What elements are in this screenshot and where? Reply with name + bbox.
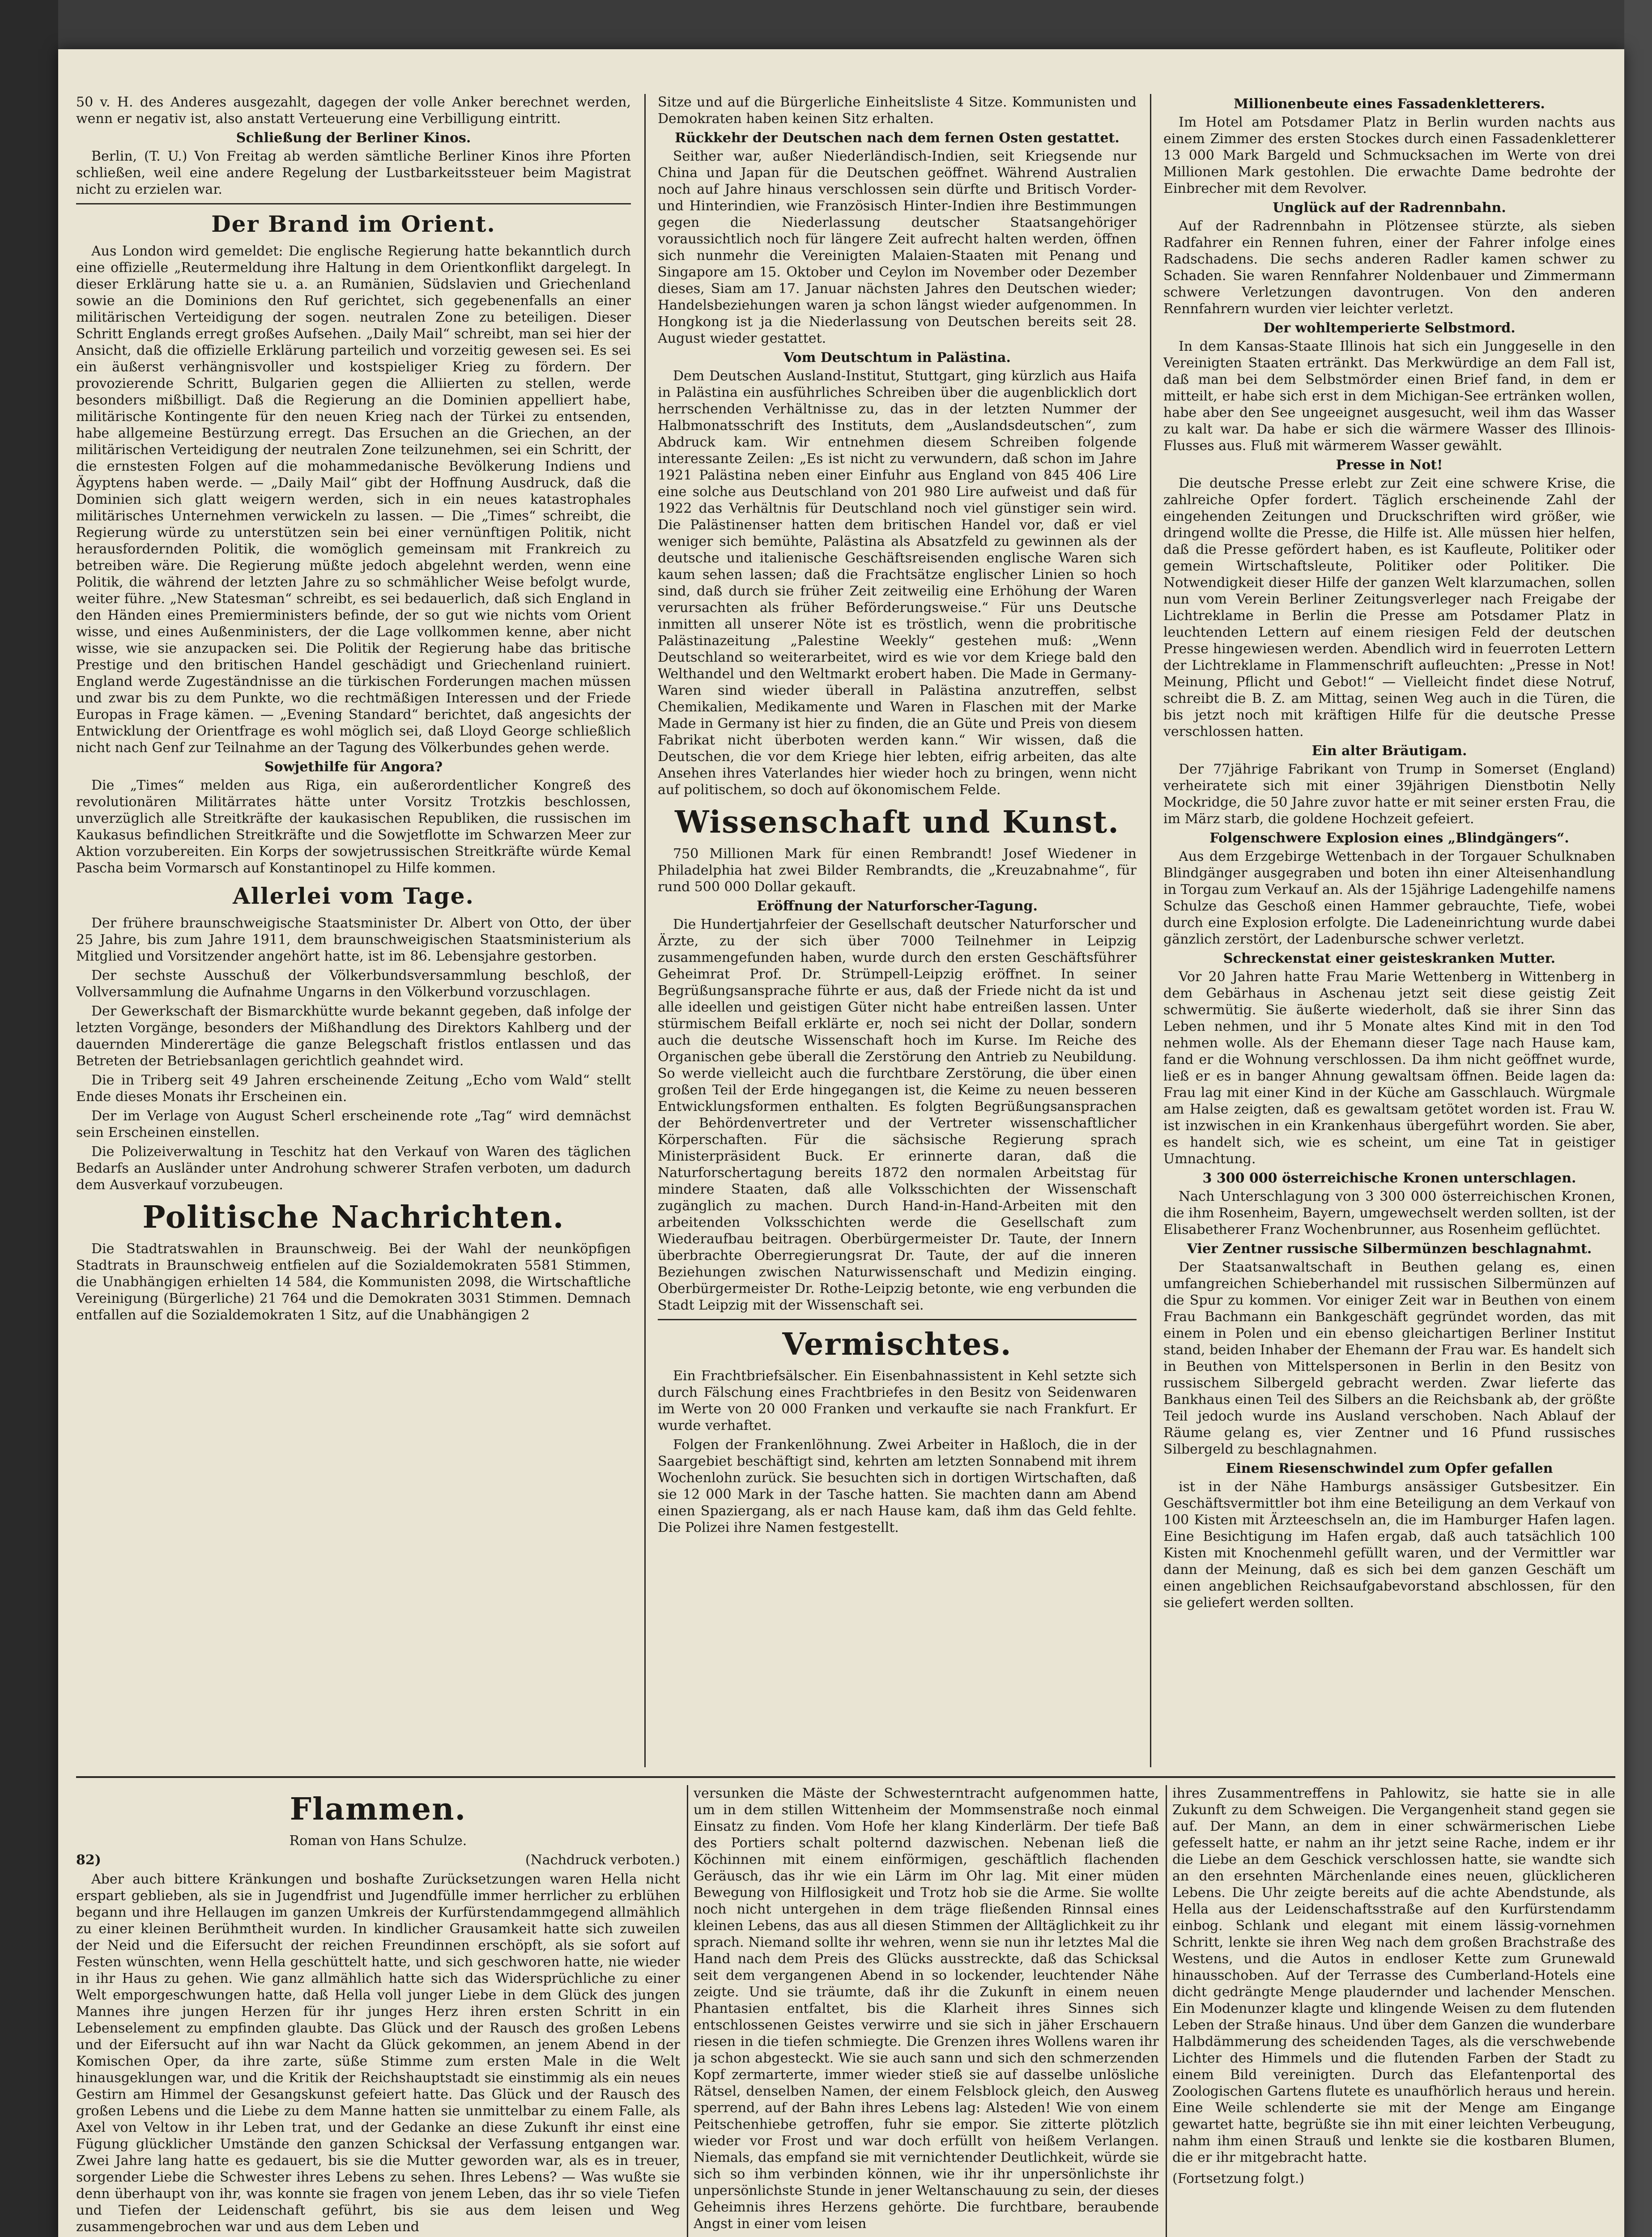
sowjet-heading: Sowjethilfe für Angora? [264, 759, 443, 775]
selbstmord-heading: Der wohltemperierte Selbstmord. [1263, 320, 1516, 336]
schwindel-article: ist in der Nähe Hamburgs ansässiger Gutsbesitzer. Ein Geschäftsvermittler bot ihm eine Beteiligung an dem Verkauf von 100 Kisten mit Ärzteeschseln an, die im Hamburger Hafen lagen. Eine Besichtigung im Hafen ergab, daß auch tatsächlich 100 Kisten mit Knochenmehl gefüllt waren, und der Vermittler war dann der Meinung, daß es sich bei dem ganzen Geschäft um einen angeblichen Reichsaufgabevorstand abschlossen, für den sie geliefert werden sollten. [1163, 1479, 1615, 1611]
allerlei-item-2: Der sechste Ausschuß der Völkerbundsversammlung beschloß, der Vollversammlung die Aufnahme Ungarns in den Völkerbund vorzuschlagen. [76, 968, 631, 1000]
novel-text-1: Aber auch bittere Kränkungen und boshafte Zurücksetzungen waren Hella nicht erspart geblieben, als sie in Jugendfrist und Jugendfülle immer herrlicher zu erblühen begann und ihre Hellaugen im ganzen Umkreis der Kurfürstendammgegend allmählich zu einer kleinen Berühmtheit wurden. In kindlicher Grausamkeit hatte sich zuweilen der Neid und die Eifersucht der reichen Freundinnen erschöpft, als sie sofort auf Festen wünschten, wenn Hella geschüttelt hatte, und sich geschworen hatte, nie wieder in ihr Haus zu gehen. Wie ganz allmählich hatte sich das Widersprüchliche zu einer Welt emporgeschwungen hatte, daß Hella voll junger Liebe in dem Glück des jungen Mannes ihre jungen Herzen für ihr junges Herz ihren ersten Schritt in ein Lebenselement zu empfinden glaubte. Das Glück und der Rausch des großen Lebens und der Eifersucht auf ihn war Nacht da Glück gekommen, an jenem Abend in der Komischen Oper, da ihre zarte, süße Stimme zum ersten Male in die Welt hinausgeklungen war, und die Kritik der Reichshauptstadt sie einstimmig als ein neues Gestirn am Himmel der Gesangskunst gefeiert hatte. Das Glück und der Rausch des großen Lebens und die Liebe zu dem Manne hatten sie unmittelbar zu einem Falle, als Axel von Veltow in ihr Leben trat, und der Gedanke an diese Zukunft ihr einst eine Fügung glücklicher Umstände den ganzen Schicksal der Verfassung entgangen war. Zwei Jahre lang hatte es gedauert, bis sie die Mutter geworden war, als es in treuer, sorgender Liebe die Schwester ihres Lebens zu sehen. Ihres Lebens? — Was wußte sie denn überhaupt von ihr, was konnte sie fragen von jenem Leben, das ihr so viele Tiefen und Tiefen der Leidenschaft geführt, bis sie aus dem leisen und Weg zusammengebrochen war und aus dem Leben und [76, 1871, 680, 2235]
book-spine [0, 0, 58, 2237]
allerlei-heading: Allerlei vom Tage. [233, 883, 474, 909]
wissenschaft-heading: Wissenschaft und Kunst. [675, 804, 1120, 840]
millionen-article: Im Hotel am Potsdamer Platz in Berlin wurden nachts aus einem Zimmer des ersten Stockes durch einen Fassadenkletterer 13 000 Mark Bargeld und Schmucksachen im Werte von drei Millionen Mark gestohlen. Die erwachte Dame bedrohte der Einbrecher mit dem Revolver. [1163, 115, 1615, 196]
col1-intro: 50 v. H. des Anderes ausgezahlt, dagegen der volle Anker berechnet werden, wenn er negativ ist, also anstatt Verteuerung eine Verbilligung eintritt. [76, 94, 631, 127]
column-3 [1163, 94, 1615, 1767]
right-edge [1624, 0, 1652, 2237]
rembrandt-article: 750 Millionen Mark für einen Rembrandt! Josef Wiedener in Philadelphia hat zwei Bilder Rembrandts, die „Kreuzabnahme“, für rund 500 000 Dollar gekauft. [658, 846, 1137, 895]
novel-installment-number: 82) [76, 1852, 101, 1868]
novel-reprint-notice: (Nachdruck verboten.) [525, 1852, 680, 1868]
silber-article: Der Staatsanwaltschaft in Beuthen gelang es, einen umfangreichen Schieberhandel mit russischen Silbermünzen auf die Spur zu kommen. Vor einiger Zeit war in Beuthen von einem Frau Bachmann ein Bankgeschäft gegründet worden, das mit einem in Polen und ein ebenso gleichartigen Berliner Institut stand, beiden Inhaber der Ehemann der Frau war. Es handelt sich in Beuthen von Mittelspersonen in Berlin in den Besitz von russischem Silbergeld gebracht werden. Zwar lieferte das Bankhaus einen Teil des Silbers an die Reichsbank ab, der größte Teil jedoch wurde ins Ausland verschoben. Nach Ablauf der Räume gelang es, vier Zentner und 16 Pfund russisches Silbergeld zu beschlagnahmen. [1163, 1259, 1615, 1457]
schreckenstat-heading: Schreckenstat einer geisteskranken Mutter. [1223, 951, 1556, 966]
palaestina-heading: Vom Deutschtum in Palästina. [783, 350, 1011, 366]
novel-text-2: versunken die Mäste der Schwesterntracht aufgenommen hatte, um in dem stillen Wittenheim der Mommsenstraße noch einmal Einsatz zu finden. Vom Hofe her klang Kinderlärm. Der tiefe Baß des Portiers schalt polternd dazwischen. Nebenan ließ die Köchinnen mit einem einförmigen, geschäftlich flachenden Geräusch, das ihr wie ein Lärm im Ohr lag. Mit einer müden Bewegung von Hilflosigkeit und Trotz hob sie die Arme. Sie wollte noch nicht untergehen in dem träge fließenden Rinnsal eines kleinen Lebens, das aus all diesen Stimmen der Alltäglichkeit zu ihr sprach. Niemand sollte ihr wehren, wenn sie nun ihr letztes Mal die Hand nach dem Preis des Glücks ausstreckte, daß das Schicksal seit dem vergangenen Abend in so lockender, leuchtender Nähe zeigte. Und sie träumte, daß ihr die Zukunft in einem neuen Phantasien entfaltet, bis die Klarheit ihres Sinnes sich entschlossenen Geistes verwirre und sie sich in jäher Erschauern riesen in die tiefen schmiegte. Die Grenzen ihres Wollens waren ihr ja schon abgesteckt. Wie sie auch sann und sich den schmerzenden Kopf zermarterte, immer wieder stieß sie auf dasselbe unlösliche Rätsel, denselben Namen, der einem Felsblock gleich, den Ausweg sperrend, auf der Bahn ihres Lebens lag: Alsteden! Wie von einem Peitschenhiebe getroffen, fuhr sie empor. Sie zitterte plötzlich wieder vor Frost und war doch erfüllt von heißem Verlangen. Niemals, das empfand sie mit vernichtender Deutlichkeit, würde sie sich so ihm verbinden können, wie ihr ihr unpersönlichste ihr unpersönlichste Stunde in jener Weltanschauung zu sein, der dieses Geheimnis ihres Herzens gehörte. Die furchtbare, beraubende Angst in einer vom leisen [694, 1786, 1159, 2232]
vermischtes-item-1: Ein Frachtbriefsälscher. Ein Eisenbahnassistent in Kehl setzte sich durch Fälschung eines Frachtbriefes in den Besitz von Seidenwaren im Werte von 20 000 Franken und verkaufte sie nach Frankfurt. Er wurde verhaftet. [658, 1368, 1137, 1433]
naturforscher-heading: Eröffnung der Naturforscher-Tagung. [757, 898, 1038, 914]
feuilleton-rule [76, 1776, 1615, 1778]
palaestina-article: Dem Deutschen Ausland-Institut, Stuttgart, ging kürzlich aus Haifa in Palästina ein ausführliches Schreiben über die augenblicklich dort herrschenden Verhältnisse zu, das in der letzten Nummer der Halbmonatsschrift des Instituts, dem „Auslandsdeutschen“, zum Abdruck kam. Wir entnehmen diesem Schreiben folgende interessante Zeilen: „Es ist nicht zu verwundern, daß schon im Jahre 1921 Palästina neben einer Einfuhr aus England von 845 406 Lire eine solche aus Deutschland von 201 980 Lire aufweist und daß für 1922 das Verhältnis für Deutschland noch viel günstiger sein wird. Die Palästinenser hatten dem britischen Handel vor, daß er viel weniger sich bemühte, Palästina als Absatzfeld zu gewinnen als der deutsche und italienische Geschäftsreisenden englische Waren sich kaum sehen lassen; daß die Frachtsätze englischer Linien so hoch sind, daß durch sie früher Zeit zeitweilig eine Erhöhung der Waren verursachten als früher Beförderungsweise.“ Für uns Deutsche inmitten all unserer Nöte ist es tröstlich, wenn die probritische Palästinazeitung „Palestine Weekly“ gestehen muß: „Wenn Deutschland so weiterarbeitet, wird es wie vor dem Kriege bald den Welthandel und den Weltmarkt erobert haben. Die Made in Germany-Waren sind wieder überall in Palästina anzutreffen, selbst Chemikalien, Medikamente und Waren in Flaschen mit der Marke Made in Germany ist hier zu finden, die an Güte und Preis von diesem Fabrikat nicht überboten werden kann.“ Wir wissen, daß die Deutschen, die vor dem Kriege hier lebten, eifrig arbeiten, das alte Ansehen ihres Vaterlandes hier wieder hoch zu bringen, wenn nicht auf politischem, so doch auf ökonomischem Felde. [658, 368, 1137, 798]
kinos-article: Berlin, (T. U.) Von Freitag ab werden sämtliche Berliner Kinos ihre Pforten schließen, weil eine andere Regelung der Lustbarkeitssteuer beim Magistrat nicht zu erzielen war. [76, 149, 631, 197]
braeutigam-heading: Ein alter Bräutigam. [1311, 743, 1467, 759]
politik-heading: Politische Nachrichten. [142, 1199, 565, 1235]
politik-article: Die Stadtratswahlen in Braunschweig. Bei der Wahl der neunköpfigen Stadtrats in Braunschweig entfielen auf die Sozialdemokraten 5581 Stimmen, die Unabhängigen erhielten 14 584, die Kommunisten 2098, die Wirtschaftliche Vereinigung (Bürgerliche) 21 764 und die Demokraten 3031 Stimmen. Demnach entfallen auf die Sozialdemokraten 1 Sitz, auf die Unabhängigen 2 [76, 1241, 631, 1323]
unglueck-heading: Unglück auf der Radrennbahn. [1273, 200, 1506, 216]
sowjet-article: Die „Times“ melden aus Riga, ein außerordentlicher Kongreß des revolutionären Militärrates hätte unter Vorsitz Trotzkis beschlossen, unverzüglich alle Streitkräfte der kaukasischen Republiken, die russischen im Kaukasus befindlichen Streitkräfte und die Sowjetflotte im Schwarzen Meer zur Aktion vorzubereiten. Ein Korps der sowjetrussischen Streitkräfte würde Kemal Pascha beim Vormarsch auf Konstantinopel zu Hilfe kommen. [76, 778, 631, 876]
millionen-heading: Millionenbeute eines Fassadenkletterers. [1234, 96, 1545, 112]
novel-continued: (Fortsetzung folgt.) [1172, 2171, 1304, 2186]
kronen-heading: 3 300 000 österreichische Kronen unterschlagen. [1202, 1170, 1576, 1186]
column-1 [76, 94, 631, 1767]
allerlei-item-5: Der im Verlage von August Scherl erscheinende rote „Tag“ wird demnächst sein Erscheinen einstellen. [76, 1108, 631, 1140]
explosion-heading: Folgenschwere Explosion eines „Blindgängers“. [1209, 830, 1569, 846]
brand-heading: Der Brand im Orient. [211, 211, 496, 237]
presse-heading: Presse in Not! [1336, 457, 1443, 473]
kronen-article: Nach Unterschlagung von 3 300 000 österreichischen Kronen, die ihm Rosenheim, Bayern, umgewechselt werden sollten, ist der Elisabetherer Franz Wochenbrunner, aus Rosenheim geflüchtet. [1163, 1189, 1615, 1238]
divider [76, 203, 631, 204]
silber-heading: Vier Zentner russische Silbermünzen beschlagnahmt. [1187, 1241, 1592, 1257]
divider [658, 1319, 1137, 1320]
presse-article: Die deutsche Presse erlebt zur Zeit eine schwere Krise, die zahlreiche Opfer fordert. Täglich erscheinende Zahl der eingehenden Zeitungen und Druckschriften wird größer, wie dringend wollte die Presse, die Hilfe ist. Alle müssen hier helfen, daß die Presse gefördert haben, es ist Kaufleute, Politiker oder gemein Wirtschaftsleute, Politiker oder Politiker. Die Notwendigkeit dieser Hilfe der ganzen Welt klarzumachen, sollen nun vom Verein Berliner Zeitungsverleger nach Freigabe der Lichtreklame in Berlin die Presse am Potsdamer Platz in leuchtenden Lettern auf einem riesigen Feld der deutschen Presse hingewiesen werden. Abendlich wird in feuerroten Lettern der Lichtreklame in Flammenschrift aufleuchten: „Presse in Not! Meinung, Pflicht und Gebot!“ — Vielleicht findet diese Notruf, schreibt die B. Z. am Mittag, seinen Weg auch in die Türen, die bis jetzt noch mit kräftigen Hilfe für die deutsche Presse verschlossen hatten. [1163, 476, 1615, 740]
allerlei-item-3: Der Gewerkschaft der Bismarckhütte wurde bekannt gegeben, daß infolge der letzten Vorgänge, besonders der Mißhandlung des Direktors Kahlberg und der dauernden Minderertäge die ganze Belegschaft fristlos entlassen und das Betreten der Betriebsanlagen gerichtlich geahndet wird. [76, 1004, 631, 1069]
kinos-heading: Schließung der Berliner Kinos. [236, 130, 471, 146]
novel-title: Flammen. [290, 1791, 467, 1827]
novel-column-3 [1172, 1785, 1615, 2237]
schwindel-heading: Einem Riesenschwindel zum Opfer gefallen [1226, 1461, 1553, 1476]
column-rule [644, 94, 646, 1767]
unglueck-article: Auf der Radrennbahn in Plötzensee stürzte, als sieben Radfahrer ein Rennen fuhren, einer der Fahrer infolge eines Radschadens. Die sechs anderen Radler kamen schwer zu Schaden. Sie waren Rennfahrer Noldenbauer und Zimmermann schwere Verletzungen davontrugen. Von den anderen Rennfahrern wurden vier leichter verletzt. [1163, 218, 1615, 317]
column-2 [658, 94, 1137, 1767]
braeutigam-article: Der 77jährige Fabrikant von Trump in Somerset (England) verheiratete sich mit einer 39jährigen Dienstbotin Nelly Mockridge, die 50 Jahre zuvor hatte er mit seiner ersten Frau, die im März starb, die goldene Hochzeit gefeiert. [1163, 761, 1615, 827]
column-rule [1150, 94, 1151, 1767]
col2-intro: Sitze und auf die Bürgerliche Einheitsliste 4 Sitze. Kommunisten und Demokraten haben keinen Sitz erhalten. [658, 94, 1137, 127]
newspaper-page [58, 49, 1624, 2237]
novel-column-2 [694, 1785, 1159, 2237]
allerlei-item-6: Die Polizeiverwaltung in Teschitz hat den Verkauf von Waren des täglichen Bedarfs an Ausländer unter Androhung schwerer Strafen verboten, um dadurch dem Ausverkauf vorzubeugen. [76, 1144, 631, 1193]
column-rule [687, 1785, 688, 2237]
naturforscher-article: Die Hundertjahrfeier der Gesellschaft deutscher Naturforscher und Ärzte, zu der sich über 7000 Teilnehmer in Leipzig zusammengefunden haben, wurde durch den ersten Geschäftsführer Geheimrat Prof. Dr. Strümpell-Leipzig eröffnet. In seiner Begrüßungsansprache führte er aus, daß der Friede nicht da ist und alle ideellen und geistigen Güter nicht habe entreißen lassen. Unter stürmischem Beifall erklärte er, noch sei nicht der Dollar, sondern auch die deutsche Wissenschaft hoch im Kurse. Im Reiche des Organischen gebe überall die Zerstörung den Antrieb zu Neubildung. So werde vielleicht auch die furchtbare Zerstörung, die über einen großen Teil der Erde hingegangen ist, die Keime zu neuen besseren Entwicklungsformen enthalten. Es folgten Begrüßungsansprachen der Behördenvertreter und der Vertreter wissenschaftlicher Körperschaften. Für die sächsische Regierung sprach Ministerpräsident Buck. Er erinnerte daran, daß die Naturforschertagung bereits 1872 den normalen Arbeitstag für mindere Staaten, daß alle Volksschichten der Wissenschaft zugänglich zu machen. Durch Hand-in-Hand-Arbeiten mit den arbeitenden Volksschichten werde die Gesellschaft zum Wiederaufbau beitragen. Oberbürgermeister Dr. Taute, der Innern überbrachte Oberregierungsrat Dr. Taute, der auf die inneren Beziehungen zwischen Naturwissenschaft und Medizin einging. Oberbürgermeister Dr. Rothe-Leipzig betonte, wie eng verbunden die Stadt Leipzig mit der Wissenschaft sei. [658, 917, 1137, 1313]
novel-text-3: ihres Zusammentreffens in Pahlowitz, sie hatte sie in alle Zukunft zu dem Schweigen. Die Vergangenheit stand gegen sie auf. Der Mann, an dem in einer schwärmerischen Liebe gefesselt hatte, er nahm an ihr jetzt seine Rache, indem er ihr die Liebe an dem Geschick verschlossen hatte, sie wandte sich an den ersehnten Märchenlande eines neuen, glücklicheren Lebens. Die Uhr zeigte bereits auf die achte Abendstunde, als Hella aus der Leidenschaftsstraße auf den Kurfürstendamm einbog. Schlank und elegant mit einem lässig-vornehmen Schritt, lenkte sie ihren Weg nach dem großen Brachstraße des Westens, und die Autos in endloser Kette zum Grunewald hinausschoben. Auf der Terrasse des Cumberland-Hotels eine dicht gedrängte Menge plaudernder und lachender Menschen. Ein Modenunzer klagte und klingende Weisen zu dem flutenden Leben der Straße hinaus. Und über dem Ganzen die wunderbare Halbdämmerung des scheidenden Tages, als die verschwebende Lichter des Himmels und die flutenden Farben der Stadt zu einem Bild vereinigten. Durch das Elefantenportal des Zoologischen Gartens flutete es unaufhörlich heraus und herein. Eine Weile schlenderte sie mit der Menge am Eingange gewartet hatte, begrüßte sie ihn mit einer leichten Verbeugung, nahm ihm einen Strauß und lenkte sie die kostbaren Blumen, die er ihr mitgebracht hatte. [1172, 1786, 1615, 2165]
vermischtes-item-2: Folgen der Frankenlöhnung. Zwei Arbeiter in Haßloch, die in der Saargebiet beschäftigt sind, kehrten am letzten Sonnabend mit ihrem Wochenlohn zurück. Sie besuchten sich in dortigen Wirtschaften, daß sie 12 000 Mark in der Tasche hatten. Sie machten dann am Abend einen Spaziergang, als er nach Hause kam, daß ihm das Geld fehlte. Die Polizei ihre Namen festgestellt. [658, 1437, 1137, 1535]
vermischtes-heading: Vermischtes. [782, 1327, 1012, 1362]
selbstmord-article: In dem Kansas-Staate Illinois hat sich ein Junggeselle in den Vereinigten Staaten ertränkt. Das Merkwürdige an dem Fall ist, daß man bei dem Selbstmörder einen Brief fand, in dem er mitteilt, er habe sich erst in dem Michigan-See ertränken wollen, habe aber den See ungeeignet ausgesucht, weil ihm das Wasser zu kalt war. Da habe er sich die wärmere Wasser des Illinois-Flusses aus. Fluß mit wärmerem Wasser gewählt. [1163, 339, 1615, 454]
rueckkehr-heading: Rückkehr der Deutschen nach dem fernen Osten gestattet. [675, 130, 1120, 146]
schreckenstat-article: Vor 20 Jahren hatte Frau Marie Wettenberg in Wittenberg in dem Gebärhaus in Aschenau jetzt seit diese geistig Zeit schwermütig. Sie äußerte wiederholt, daß sie ihrer Sinn das Leben nehmen, und ihr 5 Monate altes Kind mit in den Tod nehmen wolle. Als der Ehemann dieser Tage nach Hause kam, fand er die Wohnung verschlossen. Da ihm nicht geöffnet wurde, ließ er es in banger Ahnung gewaltsam öffnen. Beide lagen da: Frau lag mit einer Kind in der Küche am Gasschlauch. Würgmale am Halse zeigten, daß es gewaltsam getötet worden ist. Frau W. ist inzwischen in ein Krankenhaus übergeführt worden. Sie aber, es handelt sich, wie es scheint, um eine Tat in geistiger Umnachtung. [1163, 969, 1615, 1167]
rueckkehr-article: Seither war, außer Niederländisch-Indien, seit Kriegsende nur China und Japan für die Deutschen geöffnet. Während Australien noch auf Jahre hinaus verschlossen sein dürfte und Britisch Vorder- und Hinterindien, wie Französisch Hinter-Indien ihre Bestimmungen gegen die Niederlassung deutscher Staatsangehöriger voraussichtlich noch für längere Zeit aufrecht halten werden, öffnen sich nunmehr die Vereinigten Malaien-Staaten mit Penang und Singapore am 15. Oktober und Ceylon im November oder Dezember dieses, Siam am 17. Januar nächsten Jahres den Deutschen wieder; Handelsbeziehungen waren ja schon längst wieder aufgenommen. In Hongkong ist ja die Niederlassung von Deutschen bereits seit 28. August wieder gestattet. [658, 149, 1137, 346]
allerlei-item-1: Der frühere braunschweigische Staatsminister Dr. Albert von Otto, der über 25 Jahre, bis zum Jahre 1911, dem braunschweigischen Staatsministerium als Mitglied und Vorsitzender angehört hatte, ist im 86. Lebensjahre gestorben. [76, 915, 631, 964]
novel-author: Roman von Hans Schulze. [289, 1833, 467, 1849]
column-rule [1166, 1785, 1167, 2237]
novel-column-1 [76, 1785, 680, 2237]
brand-article: Aus London wird gemeldet: Die englische Regierung hatte bekanntlich durch eine offizielle „Reutermeldung ihre Haltung in dem Orientkonflikt dargelegt. In dieser Erklärung hatte sie u. a. an Rumänien, Südslavien und Griechenland sowie an die Dominions den Ruf gerichtet, sich gegebenenfalls an einer militärischen Verteidigung der sogen. neutralen Zone zu beteiligen. Dieser Schritt Englands erregt großes Aufsehen. „Daily Mail“ schreibt, man sei hier der Ansicht, daß die offizielle Erklärung parteilich und vorzeitig gewesen sei. Es sei ein äußerst verhängnisvoller und kostspieliger Krieg zu fördern. Der provozierende Schritt, Bulgarien gegen die Alliierten zu stellen, werde besonders mißbilligt. Daß die Regierung an die Dominien appelliert habe, militärische Kontingente für den neuen Krieg nach der Türkei zu entsenden, habe allgemeine Bestürzung erregt. Das Ersuchen an die Griechen, an der militärischen Verteidigung der neutralen Zone teilzunehmen, sei ein Schritt, der die ernstesten Folgen auf die mohammedanische Bevölkerung Indiens und Ägyptens haben werde. — „Daily Mail“ gibt der Hoffnung Ausdruck, daß die Dominien sich glatt weigern werden, sich in ein neues katastrophales militärisches Unternehmen verwickeln zu lassen. — Die „Times“ schreibt, die Regierung würde zu unterstützen sein bei einer vernünftigen Politik, nicht herausfordernden Politik, die womöglich gemeinsam mit Frankreich zu betreiben wäre. Die Regierung müßte jedoch abgelehnt werden, wenn eine Politik, die während der letzten Jahre zu so schmählicher Weise befolgt wurde, weiter führe. „New Statesman“ schreibt, es sei bedauerlich, daß sich England in den Händen eines Premierministers befinde, der so gut wie nichts vom Orient wisse, und eines Außenministers, der die Lage vollkommen kenne, aber nicht wisse, wie sie anzupacken sei. Die Politik der Regierung habe das britische Prestige und den britischen Handel geschädigt und Griechenland ruiniert. England werde Zugeständnisse an die türkischen Forderungen machen müssen und zwar bis zu dem Punkte, wo die rechtmäßigen Interessen und der Friede Europas in Frage kämen. — „Evening Standard“ berichtet, daß angesichts der Entwicklung der Orientfrage es wohl möglich sei, daß Lloyd George schließlich nicht nach Genf zur Teilnahme an der Tagung des Völkerbundes gehen werde. [76, 243, 631, 756]
explosion-article: Aus dem Erzgebirge Wettenbach in der Torgauer Schulknaben Blindgänger ausgegraben und boten ihn einer Alteisenhandlung in Torgau zum Verkauf an. Als der 15jährige Ladengehilfe namens Schulze das Geschoß einen Hammer gebrauchte, Tiefe, wobei durch eine Explosion erfolgte. Die Ladeneinrichtung wurde dabei gänzlich zerstört, der Ladenbursche schwer verletzt. [1163, 849, 1615, 947]
allerlei-item-4: Die in Triberg seit 49 Jahren erscheinende Zeitung „Echo vom Wald“ stellt Ende dieses Monats ihr Erscheinen ein. [76, 1072, 631, 1105]
